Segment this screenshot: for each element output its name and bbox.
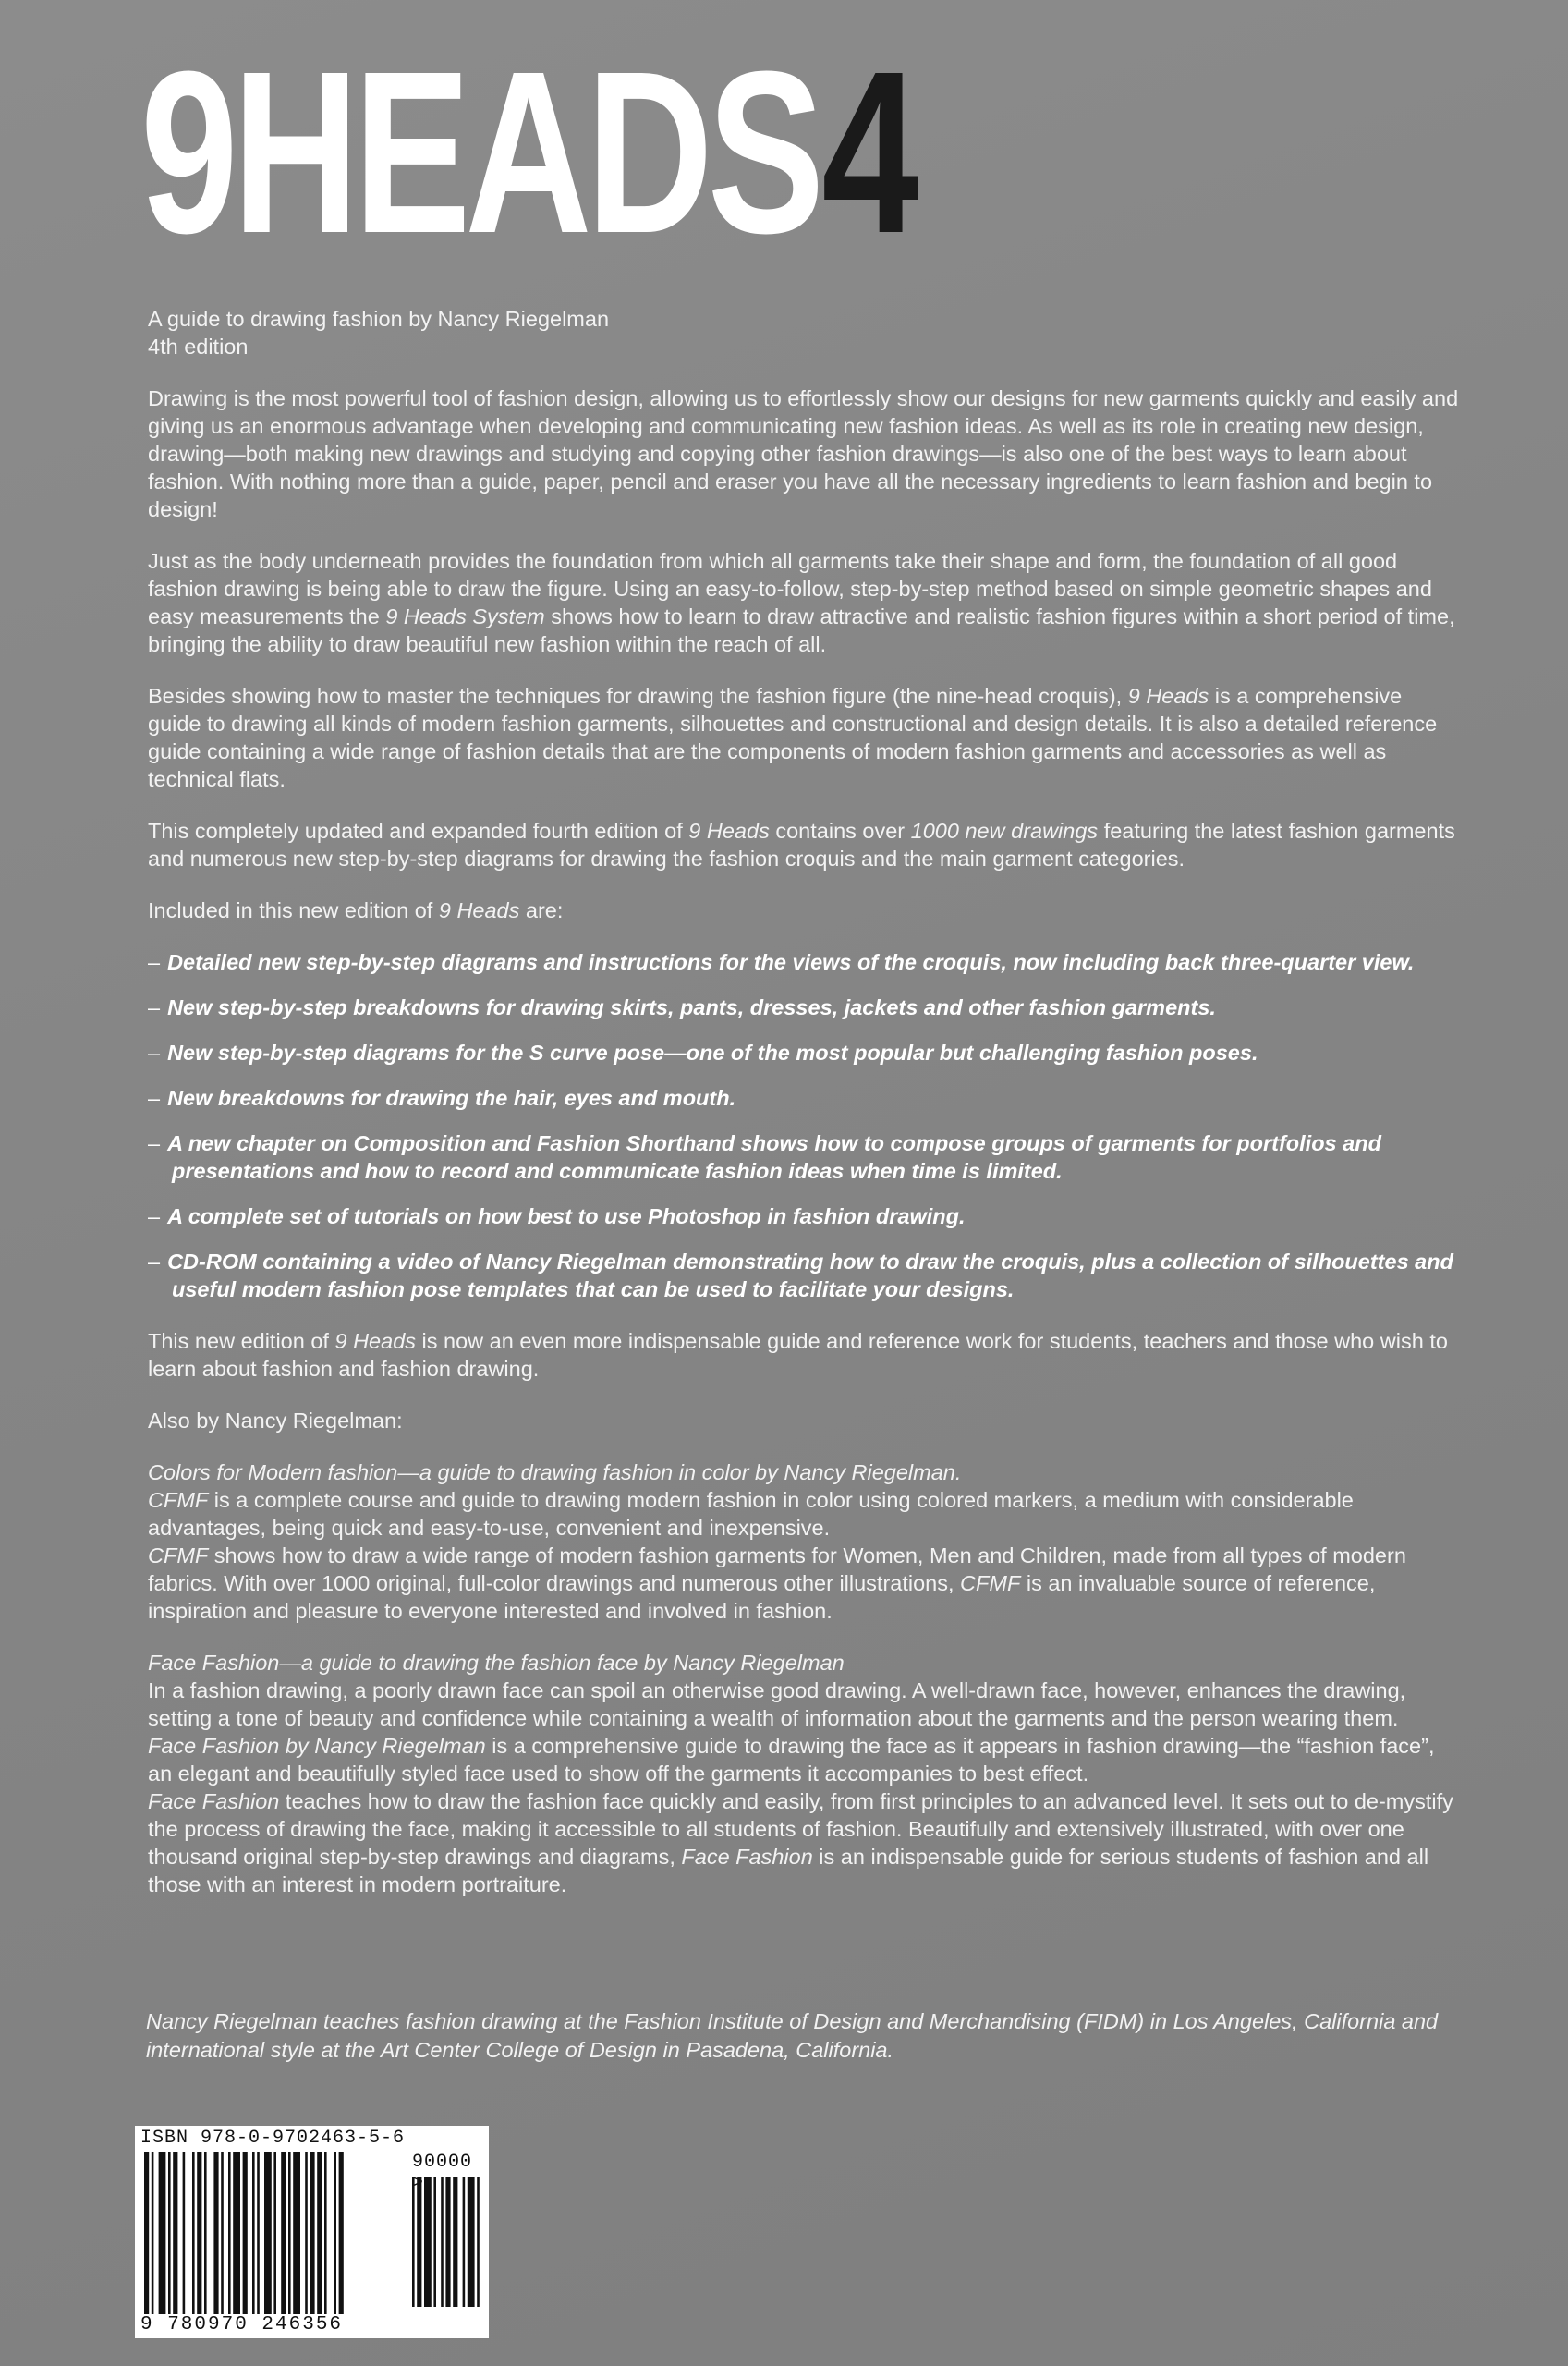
italic-run: 9 Heads System: [385, 604, 545, 628]
italic-run: 9 Heads: [1127, 684, 1209, 708]
text-run: is a comprehensive guide to drawing all kinds of modern fashion garments, silhouettes and constructional and design details. It is also a detailed reference guide containing a wide range of fashion details that are the components of modern fashion garments and accessories as well as technical flats.: [148, 684, 1438, 791]
face-fashion-line-2: [148, 1732, 1460, 1787]
edition-label: 4th edition: [148, 335, 249, 359]
barcode-bar: [324, 2152, 327, 2314]
italic-run: 1000 new drawings: [910, 819, 1099, 843]
text-run: Included in this new edition of: [148, 898, 439, 922]
list-item-text: New step-by-step breakdowns for drawing skirts, pants, dresses, jackets and other fashion garments.: [167, 995, 1216, 1019]
barcode-bar: [477, 2177, 480, 2307]
text-run: This completely updated and expanded fourth edition of: [148, 819, 689, 843]
list-item-text: New step-by-step diagrams for the S curve pose—one of the most popular but challenging fashion poses.: [167, 1041, 1258, 1065]
barcode-bar: [152, 2152, 154, 2314]
text-run: is a complete course and guide to drawing modern fashion in color using colored markers, a medium with considerable advantages, being quick and easy-to-use, convenient and inexpensive.: [148, 1488, 1354, 1540]
cfmf-title: Colors for Modern fashion—a guide to drawing fashion in color by Nancy Riegelman.: [148, 1460, 962, 1484]
description-text: [148, 305, 1460, 1922]
barcode-bar: [197, 2152, 201, 2314]
text-run: shows how to draw a wide range of modern fashion garments for Women, Men and Children, made from all types of modern fabrics. With over 1000 original, full-color drawings and numerous other illustrations,: [148, 1543, 1406, 1595]
text-run: contains over: [769, 819, 911, 843]
barcode-bar: [173, 2152, 177, 2314]
barcode-bar: [305, 2152, 308, 2314]
list-item-text: CD-ROM containing a video of Nancy Riegelman demonstrating how to draw the croquis, plus a collection of silhouettes and useful modern fashion pose templates that can be used to facilitate your designs.: [167, 1250, 1453, 1301]
barcode-bar: [264, 2152, 272, 2314]
list-item: [148, 948, 1460, 976]
italic-run: 9 Heads: [334, 1329, 417, 1353]
paragraph-4: [148, 817, 1460, 872]
paragraph-3: [148, 682, 1460, 793]
book-title: [140, 23, 914, 281]
list-item: [148, 1084, 1460, 1112]
barcode-bar: [441, 2177, 444, 2307]
text-run: teaches how to draw the fashion face quickly and easily, from first principles to an advanced level. It sets out to de-mystify the process of drawing the face, making it accessible to all students of fashion. Beautifully and extensively illustrated, with over one thousand original step-by-step drawings and diagrams,: [148, 1789, 1453, 1869]
dash: –: [148, 1204, 161, 1228]
barcode-bar: [192, 2152, 195, 2314]
barcode-bar: [221, 2152, 224, 2314]
list-item-text: New breakdowns for drawing the hair, eyes and mouth.: [167, 1086, 736, 1110]
barcode-bar: [233, 2152, 240, 2314]
barcode-bar: [445, 2177, 450, 2307]
dash: –: [148, 1131, 161, 1155]
text-run: featuring the latest fashion garments and numerous new step-by-step diagrams for drawing the fashion croquis and the main garment categories.: [148, 819, 1455, 871]
dash: –: [148, 950, 161, 974]
isbn-number: ISBN 978-0-9702463-5-6: [140, 2128, 406, 2149]
paragraph-1: Drawing is the most powerful tool of fashion design, allowing us to effortlessly show our designs for new garments quickly and easily and giving us an enormous advantage when developing and communicating new fashion ideas. As well as its role in creating new design, drawing—both making new drawings and studying and copying other fashion drawings—is also one of the best ways to learn about fashion. With nothing more than a guide, paper, pencil and eraser you have all the necessary ingredients to learn fashion and begin to design!: [148, 386, 1459, 521]
text-run: is a comprehensive guide to drawing the face as it appears in fashion drawing—the “fashion face”, an elegant and beautifully styled face used to show off the garments it accompanies to best effect.: [148, 1734, 1435, 1786]
price-code: 90000 >: [412, 2152, 473, 2194]
barcode-bar: [144, 2152, 149, 2314]
italic-run: Face Fashion by Nancy Riegelman: [148, 1734, 486, 1758]
italic-run: CFMF: [960, 1571, 1021, 1595]
ean-number: 9 780970 246356: [140, 2314, 344, 2336]
list-item-text: A new chapter on Composition and Fashion Shorthand shows how to compose groups of garments for portfolios and presentations and how to record and communicate fashion ideas when time is limited.: [167, 1131, 1381, 1183]
italic-run: CFMF: [148, 1543, 209, 1567]
text-run: is an invaluable source of reference, inspiration and pleasure to everyone interested and involved in fashion.: [148, 1571, 1376, 1623]
title-main: 9HEADS: [140, 23, 820, 281]
text-run: is an indispensable guide for serious students of fashion and all those with an interest in modern portraiture.: [148, 1845, 1429, 1896]
list-item: [148, 1039, 1460, 1067]
barcode-bar: [243, 2152, 248, 2314]
face-fashion-line-3: [148, 1787, 1460, 1898]
feature-list: [148, 948, 1460, 1303]
dash: –: [148, 995, 161, 1019]
barcode-bar: [257, 2152, 260, 2314]
text-run: This new edition of: [148, 1329, 335, 1353]
list-item-text: A complete set of tutorials on how best to use Photoshop in fashion drawing.: [167, 1204, 966, 1228]
barcode-bar: [310, 2152, 314, 2314]
barcode-bar: [468, 2177, 475, 2307]
list-item: [148, 1202, 1460, 1230]
barcode-bar: [463, 2177, 466, 2307]
text-run: is now an even more indispensable guide and reference work for students, teachers and those who wish to learn about fashion and fashion drawing.: [148, 1329, 1448, 1381]
face-fashion-line-1: In a fashion drawing, a poorly drawn face can spoil an otherwise good drawing. A well-drawn face, however, enhances the drawing, setting a tone of beauty and confidence while containing a wealth of information about the garments and the person wearing them.: [148, 1678, 1406, 1730]
text-run: shows how to learn to draw attractive and realistic fashion figures within a short period of time, bringing the ability to draw beautiful new fashion within the reach of all.: [148, 604, 1455, 656]
barcode-bar: [334, 2152, 336, 2314]
list-item: [148, 1248, 1460, 1303]
barcode-bar: [433, 2177, 436, 2307]
list-item-text: Detailed new step-by-step diagrams and instructions for the views of the croquis, now including back three-quarter view.: [167, 950, 1415, 974]
italic-run: CFMF: [148, 1488, 209, 1512]
barcode-bar: [293, 2152, 300, 2314]
barcode-bar: [252, 2152, 255, 2314]
italic-run: Face Fashion: [148, 1789, 280, 1813]
barcode-bar: [453, 2177, 457, 2307]
italic-run: 9 Heads: [688, 819, 770, 843]
barcode-bar: [273, 2152, 276, 2314]
barcode-bar: [317, 2152, 322, 2314]
face-fashion-block: [148, 1649, 1460, 1898]
barcode-bar: [213, 2152, 218, 2314]
title-edition-number: 4: [821, 23, 914, 281]
barcode-bar: [412, 2177, 415, 2307]
subtitle: A guide to drawing fashion by Nancy Riegelman: [148, 307, 610, 331]
barcode-bar: [204, 2152, 207, 2314]
dash: –: [148, 1041, 161, 1065]
italic-run: 9 Heads: [438, 898, 520, 922]
list-item: [148, 994, 1460, 1021]
barcode-bar: [417, 2177, 421, 2307]
list-item: [148, 1129, 1460, 1185]
isbn-barcode: [135, 2126, 489, 2338]
barcode-bar: [183, 2152, 186, 2314]
barcode-bar: [228, 2152, 231, 2314]
intro-block: [148, 305, 1460, 360]
dash: –: [148, 1086, 161, 1110]
paragraph-5: [148, 896, 1460, 924]
barcode-bar: [339, 2152, 344, 2314]
italic-run: Face Fashion: [681, 1845, 813, 1869]
text-run: are:: [519, 898, 564, 922]
text-run: Just as the body underneath provides the foundation from which all garments take their shape and form, the foundation of all good fashion drawing is being able to draw the figure. Using an easy-to-follow, step-by-step method based on simple geometric shapes and easy measurements the: [148, 549, 1432, 628]
text-run: Besides showing how to master the techniques for drawing the fashion figure (the nine-head croquis),: [148, 684, 1128, 708]
author-note: Nancy Riegelman teaches fashion drawing at the Fashion Institute of Design and Merchandising (FIDM) in Los Angeles, California and international style at the Art Center College of Design in Pasadena, California.: [146, 2009, 1439, 2062]
face-fashion-title: Face Fashion—a guide to drawing the fashion face by Nancy Riegelman: [148, 1651, 845, 1675]
also-by-heading: Also by Nancy Riegelman:: [148, 1409, 403, 1433]
barcode-bar: [281, 2152, 286, 2314]
cfmf-block: [148, 1458, 1460, 1625]
barcode-bar: [168, 2152, 171, 2314]
barcode-bar: [288, 2152, 291, 2314]
paragraph-2: [148, 547, 1460, 658]
barcode-bar: [424, 2177, 432, 2307]
barcode-bar: [159, 2152, 166, 2314]
cfmf-line-1: [148, 1486, 1460, 1542]
dash: –: [148, 1250, 161, 1274]
cfmf-line-2: [148, 1542, 1460, 1625]
closing-paragraph: [148, 1327, 1460, 1383]
